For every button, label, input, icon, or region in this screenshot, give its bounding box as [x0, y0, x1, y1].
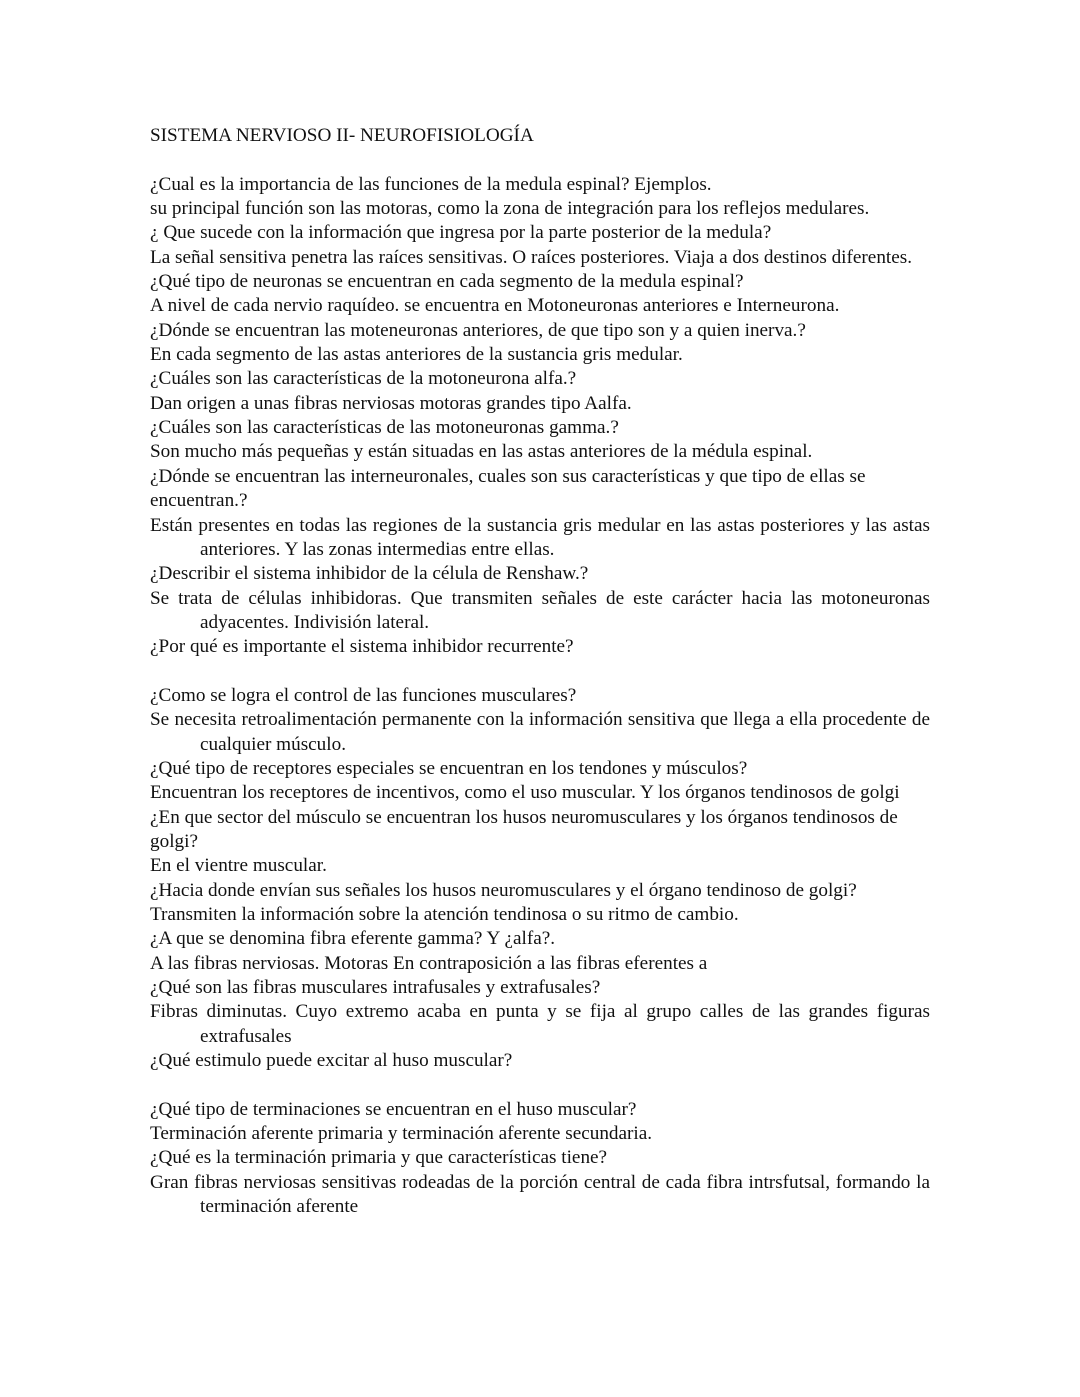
question-special-receptors: ¿Qué tipo de receptores especiales se encuentran en los tendones y músculos?	[150, 757, 748, 779]
answer-posterior-input: La señal sensitiva penetra las raíces sensitivas. O raíces posteriores. Viaja a dos destinos diferentes.	[150, 246, 913, 268]
question-efferent-fibers: ¿A que se denomina fibra eferente gamma? Y ¿alfa?.	[150, 928, 556, 950]
question-primary-ending: ¿Qué es la terminación primaria y que características tiene?	[150, 1147, 608, 1169]
answer-muscle-control: Se necesita retroalimentación permanente con la información sensitiva que llega a ella procedente de cualquier músculo.	[150, 709, 930, 755]
question-muscle-control: ¿Como se logra el control de las funciones musculares?	[150, 684, 577, 706]
answer-primary-ending: Gran fibras nerviosas sensitivas rodeadas de la porción central de cada fibra intrsfutsal, formando la terminación aferente	[150, 1171, 930, 1218]
answer-interneurons: Están presentes en todas las regiones de la sustancia gris medular en las astas posteriores y las astas anteriores. Y las zonas intermedias entre ellas.	[150, 514, 930, 560]
question-spinal-cord-functions: ¿Cual es la importancia de las funciones de la medula espinal? Ejemplos.	[150, 173, 712, 195]
question-spindle-endings: ¿Qué tipo de terminaciones se encuentran en el huso muscular?	[150, 1098, 637, 1120]
answer-muscle-sector: En el vientre muscular.	[150, 855, 327, 877]
spacer	[150, 1073, 930, 1097]
answer-anterior-motoneurons: En cada segmento de las astas anteriores de la sustancia gris medular.	[150, 344, 683, 366]
answer-alpha-motoneuron: Dan origen a unas fibras nerviosas motoras grandes tipo Aalfa.	[150, 392, 632, 414]
spacer	[150, 148, 930, 172]
answer-spindle-endings: Terminación aferente primaria y terminación aferente secundaria.	[150, 1123, 653, 1145]
question-spindle-stimulus: ¿Qué estimulo puede excitar al huso muscular?	[150, 1050, 513, 1072]
question-renshaw-cell: ¿Describir el sistema inhibidor de la célula de Renshaw.?	[150, 563, 589, 585]
answer-intrafusal-extrafusal: Fibras diminutas. Cuyo extremo acaba en punta y se fija al grupo calles de las grandes figuras extrafusales	[150, 1001, 930, 1047]
document-title: SISTEMA NERVIOSO II- NEUROFISIOLOGÍA	[150, 125, 534, 146]
question-posterior-input: ¿ Que sucede con la información que ingresa por la parte posterior de la medula?	[150, 222, 772, 244]
answer-efferent-fibers: A las fibras nerviosas. Motoras En contraposición a las fibras eferentes a	[150, 952, 708, 974]
question-neuron-types: ¿Qué tipo de neuronas se encuentran en cada segmento de la medula espinal?	[150, 271, 744, 293]
question-muscle-sector: ¿En que sector del músculo se encuentran los husos neuromusculares y los órganos tendinosos de golgi?	[150, 806, 898, 852]
question-interneurons: ¿Dónde se encuentran las interneuronales, cuales son sus características y que tipo de ellas se encuentran.?	[150, 465, 866, 512]
answer-special-receptors: Encuentran los receptores de incentivos, como el uso muscular. Y los órganos tendinosos de golgi	[150, 782, 900, 804]
document-page	[150, 124, 930, 1219]
question-signal-destination: ¿Hacia donde envían sus señales los husos neuromusculares y el órgano tendinoso de golgi?	[150, 879, 857, 901]
question-intrafusal-extrafusal: ¿Qué son las fibras musculares intrafusales y extrafusales?	[150, 977, 601, 999]
answer-signal-destination: Transmiten la información sobre la atención tendinosa o su ritmo de cambio.	[150, 904, 739, 925]
question-gamma-motoneuron: ¿Cuáles son las características de las motoneuronas gamma.?	[150, 417, 619, 439]
question-alpha-motoneuron: ¿Cuáles son las características de la motoneurona alfa.?	[150, 368, 577, 390]
answer-neuron-types: A nivel de cada nervio raquídeo. se encuentra en Motoneuronas anteriores e Interneurona.	[150, 295, 840, 317]
spacer	[150, 660, 930, 684]
answer-spinal-cord-functions: su principal función son las motoras, como la zona de integración para los reflejos medulares.	[150, 198, 870, 220]
answer-renshaw-cell: Se trata de células inhibidoras. Que transmiten señales de este carácter hacia las motoneuronas adyacentes. Indivisión lateral.	[150, 587, 930, 633]
question-recurrent-inhibition: ¿Por qué es importante el sistema inhibidor recurrente?	[150, 636, 574, 658]
question-anterior-motoneurons: ¿Dónde se encuentran las moteneuronas anteriores, de que tipo son y a quien inerva.?	[150, 319, 806, 341]
answer-gamma-motoneuron: Son mucho más pequeñas y están situadas en las astas anteriores de la médula espinal.	[150, 441, 813, 463]
